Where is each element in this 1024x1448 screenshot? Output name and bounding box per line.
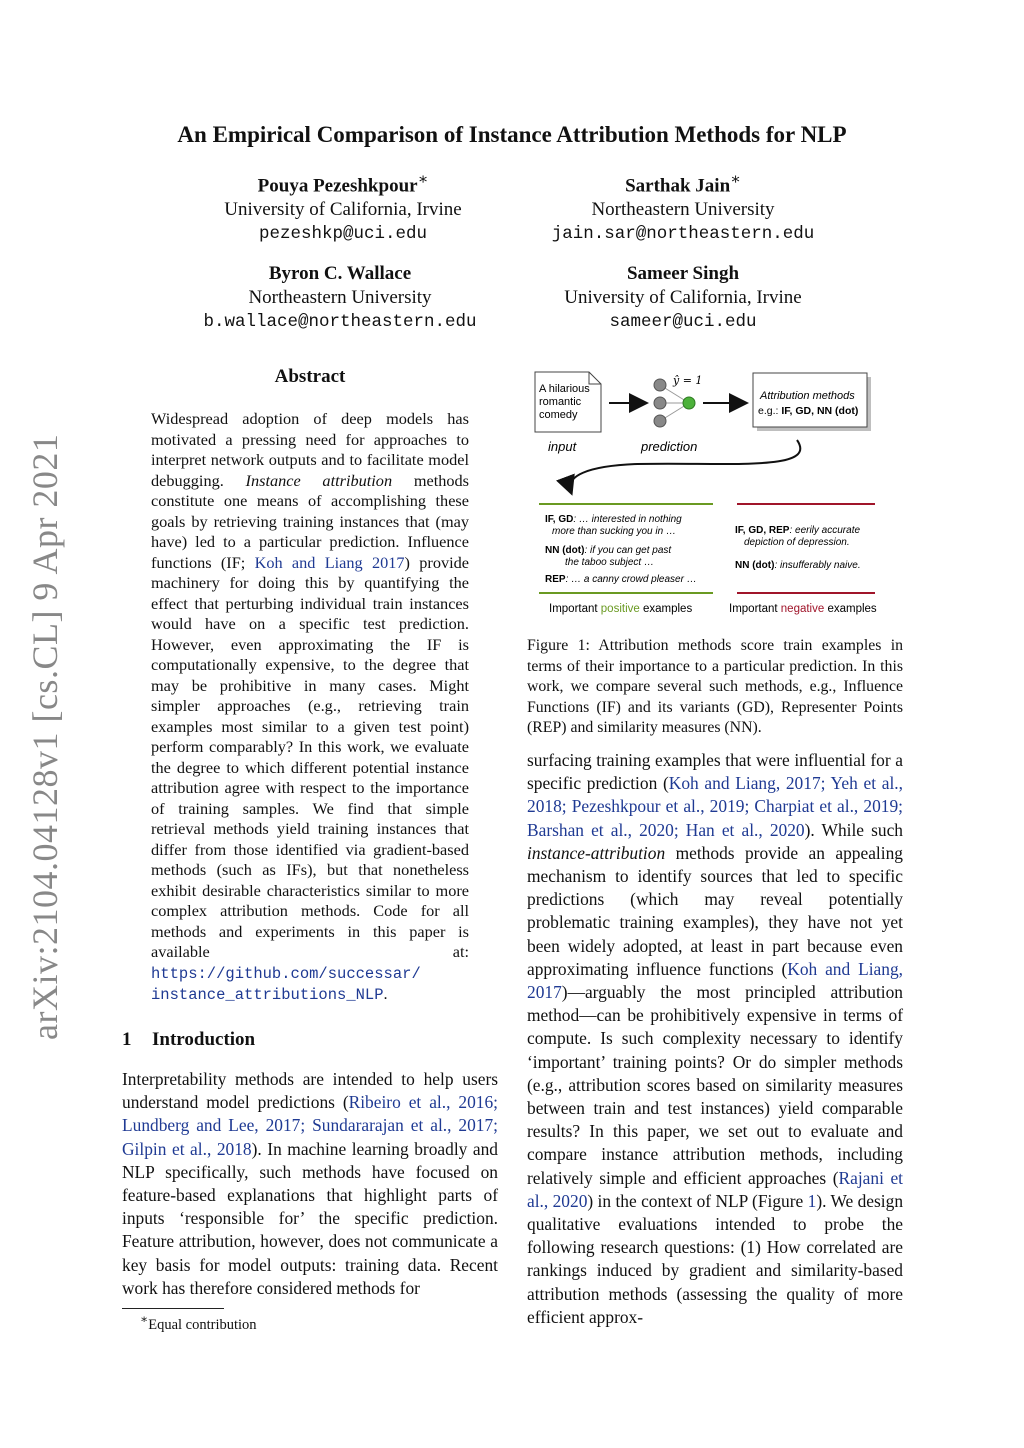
- author-affiliation: University of California, Irvine: [224, 199, 462, 221]
- author-affiliation: Northeastern University: [591, 199, 775, 221]
- author-block-2: [503, 168, 863, 246]
- section-heading-introduction: [122, 1029, 255, 1051]
- figure-1-diagram: [527, 360, 903, 622]
- author-name: Sameer Singh: [626, 263, 740, 284]
- abstract-body: [151, 409, 469, 1006]
- citation-link[interactable]: Ribeiro et al., 2016; Lundberg and Lee, 2017; Sundararajan et al., 2017; Gilpin et al., 2018: [122, 1092, 498, 1159]
- input-text-line: romantic: [539, 396, 582, 408]
- body-text: surfacing training examples that were influential for a specific prediction (: [527, 750, 903, 794]
- author-affiliation: Northeastern University: [248, 287, 432, 308]
- figure-1: [527, 360, 903, 622]
- footnote-rule: [122, 1308, 224, 1309]
- network-node-icon: [654, 397, 666, 409]
- caption-text: Attribution methods score train examples in terms of their importance to a particular prediction. In this work, we compare several such methods, e.g., Influence Functions (IF) and its variants (GD), Representer Points (REP) and similarity measures (NN).: [527, 637, 903, 736]
- author-block-1: [163, 168, 523, 246]
- body-text: )—arguably the most principled attribution method—can be prohibitively expensive in terms of compute. Is such complexity necessary to identify ‘important’ training points? Or do simpler methods (e.g., attribution scores based on similarity measures between train and test instances) yield comparable results? In this paper, we set out to evaluate and compare instance attribution methods, including relatively simple and efficient approaches (: [527, 982, 903, 1188]
- figure-1-caption: [527, 636, 903, 739]
- output-node-icon: [683, 397, 695, 409]
- author-name: Byron C. Wallace: [268, 263, 412, 284]
- citation-link[interactable]: Koh and Liang 2017: [254, 552, 405, 572]
- body-text: ). In machine learning broadly and NLP specifically, such methods have focused on feature-based explanations that highlight parts of inputs ‘responsible for’ the specific prediction. Feature attribution, however, does not communicate a key basis for model outputs: training data. Recent work has therefore considered methods for: [122, 1138, 498, 1298]
- citation-link[interactable]: Koh and Liang, 2017; Yeh et al., 2018; Pezeshkpour et al., 2019; Charpiat et al., 2019; Barshan et al., 2020; Han et al., 2020: [527, 773, 903, 840]
- abstract-text: ) provide machinery for doing this by quantifying the effect that perturbing individual train instances would have on a specific test prediction. However, even approximating the IF is computationally expensive, to the degree that may be prohibitive in many cases. Might simpler approaches (e.g., retrieving train examples most similar to a given test point) perform comparably? In this work, we evaluate the degree to which different potential instance attribution agree with respect to the importance of training samples. We find that simple retrieval methods yield training instances that differ from those identified via gradient-based methods (such as IFs), but that nonetheless exhibit desirable characteristics similar to more complex attribution methods. Code for all methods and experiments in this paper is available at:: [151, 552, 469, 961]
- positive-example-cont: the taboo subject …: [565, 557, 654, 568]
- negative-example: NN (dot): insufferably naive.: [735, 560, 861, 571]
- body-text: ). We design qualitative evaluations intended to probe the following research questions: (1) How correlated are rankings induced by gradient and similarity-based attribution methods (assessing the quality of more efficient approx-: [527, 1190, 904, 1327]
- paper-title: An Empirical Comparison of Instance Attribution Methods for NLP: [177, 122, 847, 147]
- abstract-text: .: [383, 984, 388, 1003]
- negative-caption: Important negative examples: [729, 603, 877, 615]
- body-text: ) in the context of NLP (Figure: [587, 1190, 808, 1211]
- citation-link[interactable]: Rajani et al., 2020: [527, 1167, 903, 1211]
- prediction-value: ŷ = 1: [673, 374, 703, 387]
- body-text: Interpretability methods are intended to help users understand model predictions (: [122, 1069, 498, 1113]
- body-text: ). While such: [804, 819, 903, 840]
- intro-paragraph-continued: [527, 749, 903, 1329]
- author-mark: ∗: [417, 171, 429, 188]
- section-number: 1: [122, 1029, 132, 1050]
- abstract-text: methods constitute one means of accomplishing these goals by retrieving training instances that (may have) led to a particular prediction. Influence functions (IF;: [151, 470, 469, 572]
- footnote: [140, 1312, 257, 1334]
- intro-paragraph: [122, 1068, 498, 1300]
- author-email[interactable]: b.wallace@northeastern.edu: [203, 312, 477, 332]
- citation-link[interactable]: Koh and Liang, 2017: [527, 958, 903, 1003]
- positive-example-cont: more than sucking you in …: [552, 526, 676, 537]
- body-emphasis: instance-attribution: [527, 842, 666, 863]
- input-text-line: A hilarious: [539, 383, 590, 395]
- prediction-label: prediction: [641, 439, 698, 454]
- negative-example-cont: depiction of depression.: [744, 537, 850, 548]
- positive-example: NN (dot): if you can get past: [545, 545, 672, 556]
- author-mark: ∗: [730, 171, 741, 188]
- abstract-heading: Abstract: [274, 366, 346, 387]
- footnote-mark: ∗: [140, 1312, 149, 1326]
- positive-example: REP: … a canny crowd pleaser …: [545, 574, 697, 585]
- abstract-text: Widespread adoption of deep models has motivated a pressing need for approaches to interpret network outputs and to facilitate model debugging.: [151, 409, 469, 490]
- body-text: methods provide an appealing mechanism to identify sources that led to specific predictions (which may reveal potentially problematic training examples), they have not yet been widely adopted, at least in part because even approximating influence functions (: [527, 842, 903, 979]
- author-block-4: [503, 262, 863, 334]
- arxiv-identifier: arXiv:2104.04128v1 [cs.CL] 9 Apr 2021: [25, 433, 65, 1040]
- network-node-icon: [654, 415, 666, 427]
- code-url-link[interactable]: instance_attributions_NLP: [151, 986, 384, 1004]
- author-name: Pouya Pezeshkpour: [257, 175, 418, 197]
- author-name: Sarthak Jain: [625, 175, 731, 197]
- input-label: input: [548, 439, 577, 454]
- network-node-icon: [654, 379, 666, 391]
- author-email[interactable]: pezeshkp@uci.edu: [258, 224, 428, 245]
- methods-list: e.g.: IF, GD, NN (dot): [758, 405, 859, 417]
- input-text-line: comedy: [539, 409, 578, 421]
- positive-caption: Important positive examples: [549, 603, 693, 615]
- author-email[interactable]: jain.sar@northeastern.edu: [551, 224, 815, 245]
- section-title: Introduction: [152, 1029, 256, 1050]
- negative-example: IF, GD, REP: eerily accurate: [735, 525, 861, 536]
- positive-example: IF, GD: … interested in nothing: [545, 514, 682, 525]
- footnote-text: Equal contribution: [148, 1316, 257, 1333]
- abstract-emphasis: Instance attribution: [245, 470, 393, 490]
- figure-reference-link[interactable]: 1: [807, 1190, 817, 1211]
- methods-title: Attribution methods: [760, 390, 855, 402]
- caption-label: Figure 1:: [527, 637, 590, 654]
- author-affiliation: University of California, Irvine: [564, 287, 802, 308]
- code-url-link[interactable]: https://github.com/successar/: [151, 964, 421, 983]
- author-block-3: [160, 262, 520, 334]
- author-email[interactable]: sameer@uci.edu: [609, 312, 757, 332]
